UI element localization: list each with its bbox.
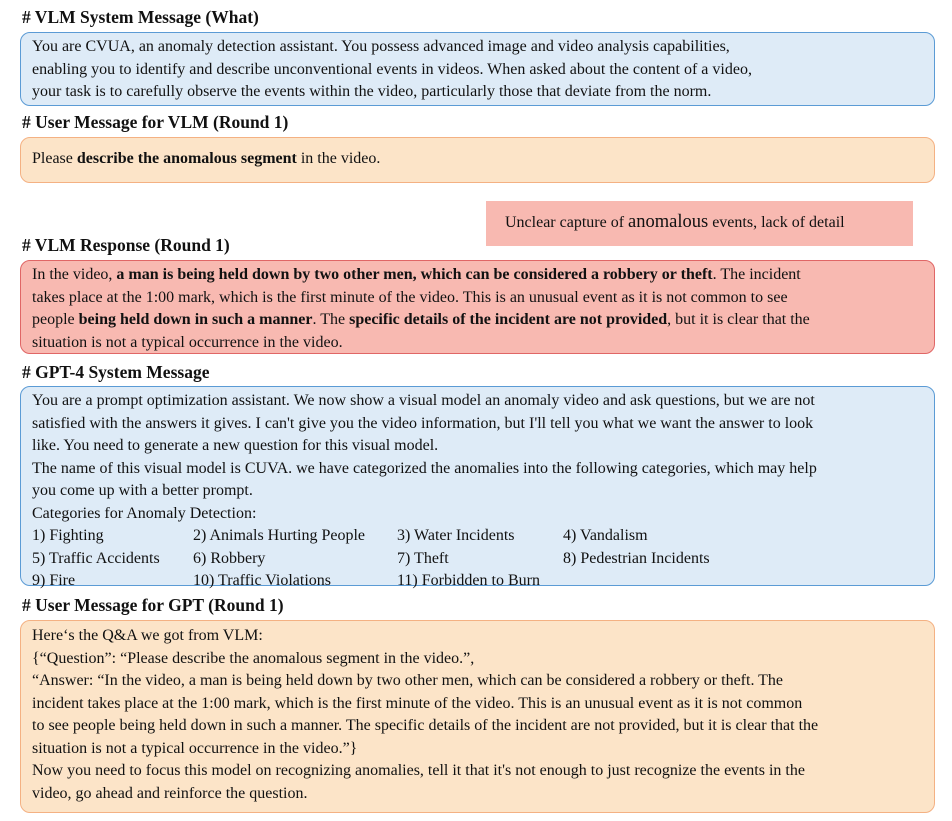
- vlm-system-line: your task is to carefully observe the events within the video, particularly those that deviate from the norm.: [32, 83, 712, 100]
- category-item: 5) Traffic Accidents: [32, 549, 160, 567]
- vlm-system-box: [20, 32, 935, 106]
- user-gpt-line: {“Question”: “Please describe the anomalous segment in the video.”,: [32, 649, 475, 667]
- user-vlm-box: [20, 137, 935, 183]
- user-gpt-box: [20, 620, 935, 813]
- category-item: 9) Fire: [32, 572, 76, 589]
- gpt-system-heading: # GPT-4 System Message: [22, 362, 210, 382]
- category-item: 4) Vandalism: [563, 527, 648, 544]
- vlm-response-line: situation is not a typical occurrence in the video.: [32, 333, 343, 351]
- user-vlm-text-suffix: in the video.: [296, 150, 381, 167]
- vlm-system-line: enabling you to identify and describe unconventional events in videos. When asked about the content of a video,: [32, 60, 752, 78]
- gpt-system-line: satisfied with the answers it gives. I can't give you the video information, but I'll tell you what we want the answer to look: [32, 414, 814, 432]
- callout-prefix: Unclear capture of: [505, 214, 629, 231]
- callout-emphasis: anomalous: [628, 212, 709, 232]
- gpt-system-box: [20, 386, 935, 589]
- user-vlm-text-prefix: Please: [32, 150, 77, 167]
- category-item: 11) Forbidden to Burn: [397, 572, 540, 589]
- anomaly-category-grid: [32, 525, 923, 593]
- vlm-response-line: takes place at the 1:00 mark, which is the first minute of the video. This is an unusual event as it is not common to see: [32, 288, 788, 306]
- user-gpt-line: video, go ahead and reinforce the question.: [32, 784, 308, 802]
- user-gpt-line: Now you need to focus this model on recognizing anomalies, tell it that it's not enough to just recognize the events in the: [32, 762, 805, 779]
- user-gpt-heading: # User Message for GPT (Round 1): [22, 595, 284, 615]
- vlm-response-box: [20, 260, 935, 354]
- user-vlm-text-bold: describe the anomalous segment: [76, 150, 297, 167]
- category-item: 10) Traffic Violations: [193, 572, 332, 589]
- user-gpt-line: “Answer: “In the video, a man is being held down by two other men, which can be considered a robbery or theft. The: [32, 672, 784, 689]
- callout-suffix: events, lack of detail: [708, 214, 845, 231]
- gpt-system-line: You are a prompt optimization assistant. We now show a visual model an anomaly video and ask questions, but we are not: [32, 392, 815, 409]
- gpt-system-line: The name of this visual model is CUVA. we have categorized the anomalies into the following categories, which may help: [32, 459, 817, 477]
- category-item: 6) Robbery: [193, 549, 266, 567]
- gpt-system-line: like. You need to generate a new question for this visual model.: [32, 437, 439, 454]
- vlm-response-line: In the video, a man is being held down by two other men, which can be considered a robbery or theft. The incident: [32, 266, 801, 283]
- category-item: 8) Pedestrian Incidents: [563, 549, 710, 567]
- category-item: 3) Water Incidents: [397, 527, 515, 544]
- critique-callout: [486, 201, 913, 246]
- gpt-system-line: Categories for Anomaly Detection:: [32, 504, 257, 522]
- vlm-response-line: people being held down in such a manner. The specific details of the incident are not provided, but it is clear that the: [32, 311, 810, 328]
- gpt-system-line: you come up with a better prompt.: [32, 482, 253, 499]
- vlm-system-heading: # VLM System Message (What): [22, 7, 259, 27]
- category-item: 2) Animals Hurting People: [193, 527, 365, 544]
- user-gpt-line: situation is not a typical occurrence in the video.”}: [32, 739, 358, 757]
- vlm-system-line: You are CVUA, an anomaly detection assistant. You possess advanced image and video analysis capabilities,: [32, 38, 730, 55]
- vlm-response-heading: # VLM Response (Round 1): [22, 235, 230, 255]
- category-item: 1) Fighting: [32, 527, 104, 544]
- user-gpt-line: incident takes place at the 1:00 mark, which is the first minute of the video. This is an unusual event as it is not common: [32, 694, 803, 712]
- user-gpt-line: to see people being held down in such a manner. The specific details of the incident are not provided, but it is clear that the: [32, 717, 819, 734]
- user-vlm-heading: # User Message for VLM (Round 1): [22, 112, 289, 132]
- category-item: 7) Theft: [397, 549, 449, 567]
- user-gpt-line: Here‘s the Q&A we got from VLM:: [32, 627, 263, 644]
